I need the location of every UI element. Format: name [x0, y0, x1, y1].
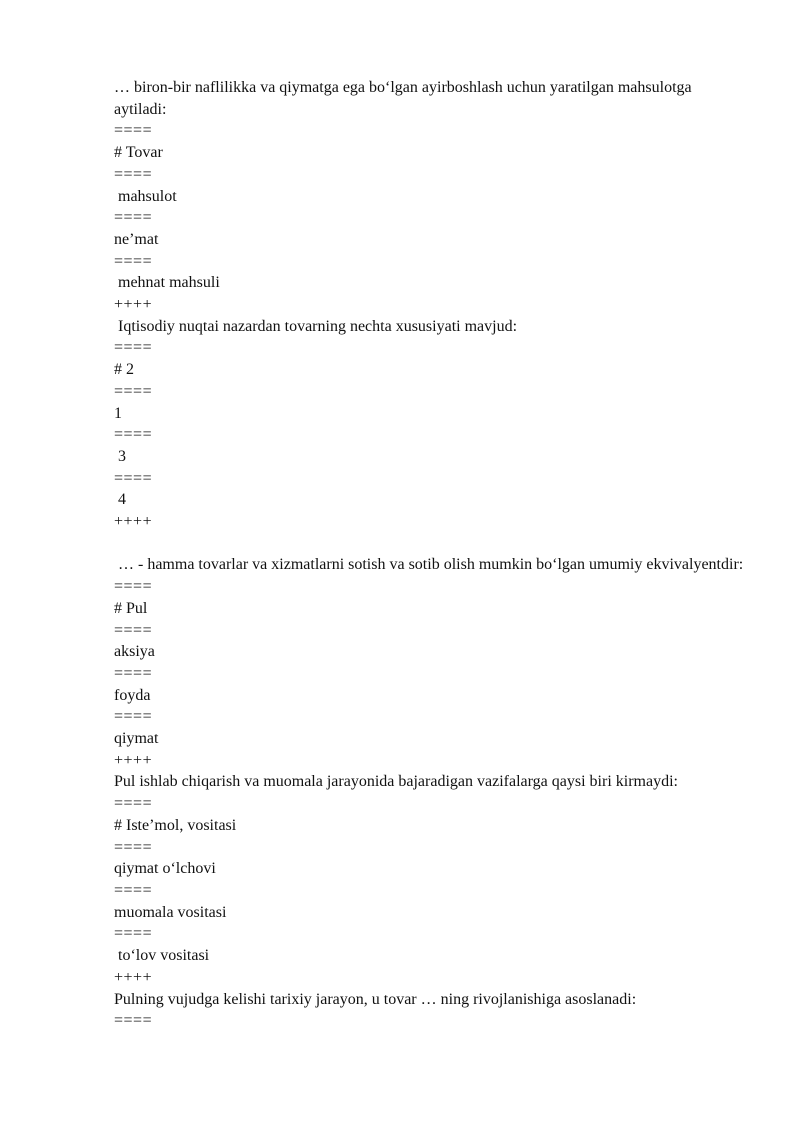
answer-separator: ==== [114, 209, 153, 227]
text-line: Pulning vujudga kelishi tarixiy jarayon, u tovar … ning rivojlanishiga asoslanadi: [114, 990, 637, 1008]
answer-separator: ==== [114, 339, 153, 357]
answer-separator: ==== [114, 838, 153, 856]
answer-separator: ==== [114, 165, 153, 183]
answer-separator: ==== [114, 708, 153, 726]
answer-separator: ==== [114, 664, 153, 682]
document-page [114, 77, 744, 1032]
text-line: 3 [114, 447, 126, 465]
answer-separator: ==== [114, 426, 153, 444]
text-line: Pul ishlab chiqarish va muomala jarayonida bajaradigan vazifalarga qaysi biri kirmaydi: [114, 773, 678, 791]
answer-separator: ==== [114, 621, 153, 639]
text-line: muomala vositasi [114, 903, 227, 921]
correct-answer: # 2 [114, 361, 134, 379]
correct-answer: # Tovar [114, 144, 163, 162]
text-line: 4 [114, 491, 126, 509]
text-line: … - hamma tovarlar va xizmatlarni sotish va sotib olish mumkin bo‘lgan umumiy ekvivalyentdir: [114, 556, 744, 574]
correct-answer: # Pul [114, 599, 148, 617]
answer-separator: ==== [114, 252, 153, 270]
question-separator: ++++ [114, 968, 153, 986]
question-separator: ++++ [114, 751, 153, 769]
text-line: mehnat mahsuli [114, 274, 220, 292]
text-line: to‘lov vositasi [114, 947, 210, 965]
text-line: qiymat o‘lchovi [114, 860, 216, 878]
text-line: qiymat [114, 730, 159, 748]
text-line: 1 [114, 404, 122, 422]
question-separator: ++++ [114, 296, 153, 314]
answer-separator: ==== [114, 469, 153, 487]
answer-separator: ==== [114, 382, 153, 400]
correct-answer: # Iste’mol, vositasi [114, 816, 237, 834]
answer-separator: ==== [114, 122, 153, 140]
text-line: … biron-bir naflilikka va qiymatga ega bo‘lgan ayirboshlash uchun yaratilgan mahsulotga aytiladi: [114, 79, 696, 118]
answer-separator: ==== [114, 795, 153, 813]
answer-separator: ==== [114, 1012, 153, 1030]
question-separator: ++++ [114, 513, 153, 531]
answer-separator: ==== [114, 578, 153, 596]
answer-separator: ==== [114, 925, 153, 943]
text-line: foyda [114, 686, 151, 704]
answer-separator: ==== [114, 882, 153, 899]
text-line: ne’mat [114, 230, 159, 248]
text-line: Iqtisodiy nuqtai nazardan tovarning nechta xususiyati mavjud: [114, 317, 518, 335]
text-line: aksiya [114, 643, 155, 661]
text-line: mahsulot [114, 187, 177, 205]
blank-line [114, 533, 744, 555]
